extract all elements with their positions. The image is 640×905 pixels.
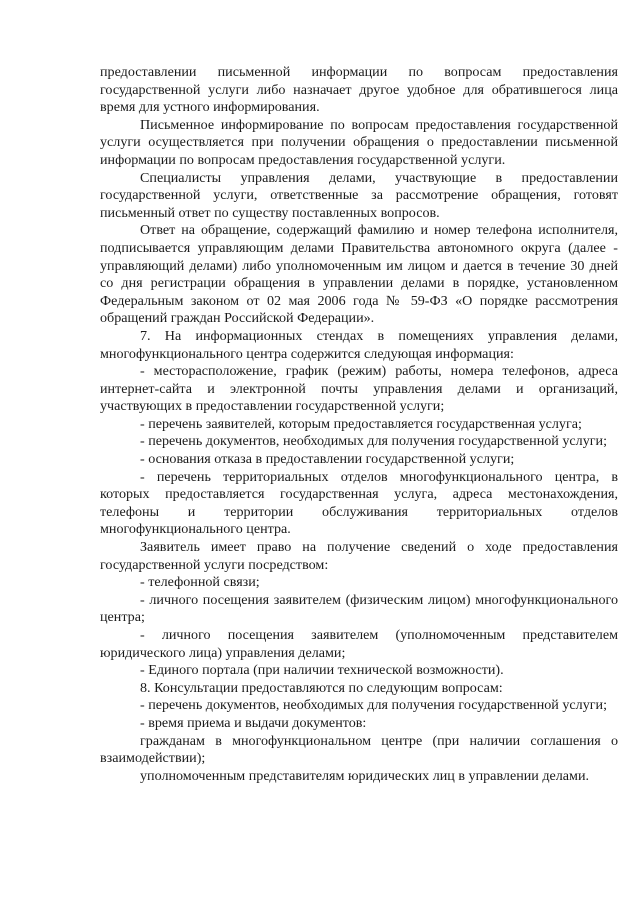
list-item-refusal: - основания отказа в предоставлении государственной услуги; bbox=[140, 451, 515, 468]
list-item-docs-list: - перечень документов, необходимых для получения государственной услуги; bbox=[140, 697, 607, 714]
list-item-representative-visit: - личного посещения заявителем (уполномоченным представителем юридического лица) управления делами; bbox=[100, 627, 618, 661]
list-item-location: - месторасположение, график (режим) работы, номера телефонов, адреса интернет-сайта и электронной почты управления делами и организаций, участвующих в предоставлении государственной услуги; bbox=[100, 363, 618, 415]
document-body bbox=[100, 64, 618, 785]
list-item-phone: - телефонной связи; bbox=[140, 574, 260, 591]
list-item-applicants: - перечень заявителей, которым предоставляется государственная услуга; bbox=[140, 415, 582, 432]
paragraph-written-info: Письменное информирование по вопросам предоставления государственной услуги осуществляется при получении обращения о предоставлении письменной информации по вопросам предоставления государственной услуги. bbox=[100, 116, 618, 168]
list-item-territorial: - перечень территориальных отделов многофункционального центра, в которых предоставляется государственная услуга, адреса местонахождения, телефоны и территории обслуживания территориальных отделов многофункционального центра. bbox=[100, 468, 618, 538]
list-item-documents: - перечень документов, необходимых для получения государственной услуги; bbox=[140, 433, 607, 450]
paragraph-specialists: Специалисты управления делами, участвующие в предоставлении государственной услуги, ответственные за рассмотрение обращения, готовят письменный ответ по существу поставленных вопросов. bbox=[100, 169, 618, 221]
list-item-citizens: гражданам в многофункциональном центре (при наличии соглашения о взаимодействии); bbox=[100, 732, 618, 767]
paragraph-applicant-rights: Заявитель имеет право на получение сведений о ходе предоставления государственной услуги посредством: bbox=[100, 539, 618, 573]
list-item-personal-visit: - личного посещения заявителем (физическим лицом) многофункционального центра; bbox=[100, 591, 618, 626]
paragraph-answer: Ответ на обращение, содержащий фамилию и номер телефона исполнителя, подписывается управляющим делами Правительства автономного округа (далее - управляющий делами) либо уполномоченным им лицом и дается в течение 30 дней со дня регистрации обращения в управлении делами в порядке, установленном Федеральным законом от 02 мая 2006 года № 59-ФЗ «О порядке рассмотрения обращений граждан Российской Федерации». bbox=[100, 222, 618, 327]
paragraph-section-8: 8. Консультации предоставляются по следующим вопросам: bbox=[140, 679, 503, 696]
list-item-reception-time: - время приема и выдачи документов: bbox=[140, 714, 367, 731]
list-item-legal-reps: уполномоченным представителям юридических лиц в управлении делами. bbox=[140, 767, 590, 784]
paragraph-continuation: предоставлении письменной информации по вопросам предоставления государственной услуги либо назначает другое удобное для обратившегося лица время для устного информирования. bbox=[100, 64, 618, 116]
list-item-portal: - Единого портала (при наличии технической возможности). bbox=[140, 662, 504, 679]
paragraph-section-7: 7. На информационных стендах в помещениях управления делами, многофункционального центра содержится следующая информация: bbox=[100, 327, 618, 362]
